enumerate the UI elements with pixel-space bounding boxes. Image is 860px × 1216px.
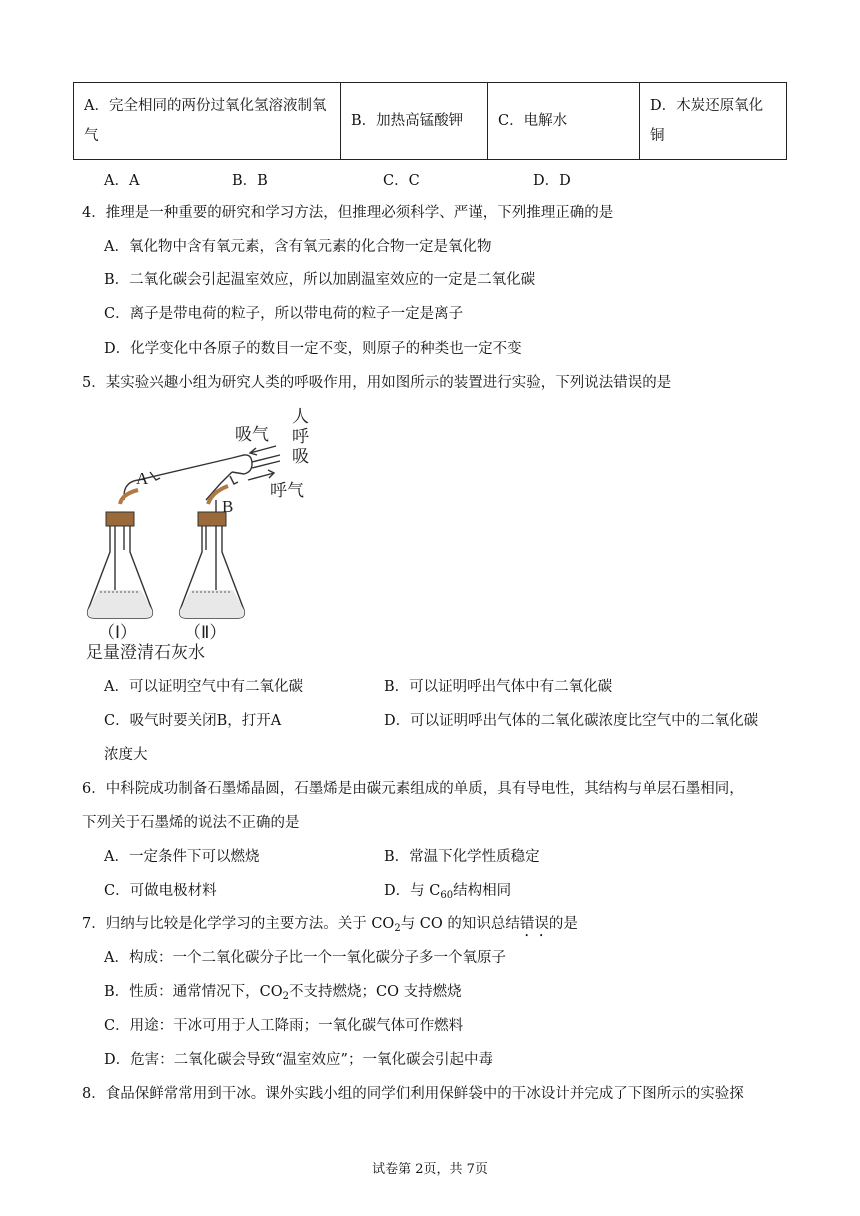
- q6-option-d-post: 结构相同: [453, 883, 512, 899]
- q5-option-b: B．可以证明呼出气体中有二氧化碳: [384, 679, 613, 695]
- q3-answer-c: C．C: [383, 173, 420, 189]
- q7-option-c: C．用途：干冰可用于人工降雨；一氧化碳气体可作燃料: [104, 1018, 464, 1034]
- q8-stem: 8．食品保鲜常常用到干冰。课外实践小组的同学们利用保鲜袋中的干冰设计并完成了下图所示的实验探: [82, 1086, 744, 1102]
- q6-option-d-pre: D．与 C: [384, 883, 441, 899]
- q7-option-a: A．构成：一个二氧化碳分子比一个一氧化碳分子多一个氧原子: [104, 950, 506, 966]
- q4-option-a: A．氧化物中含有氧元素，含有氧元素的化合物一定是氧化物: [104, 239, 492, 255]
- q6-option-a: A．一定条件下可以燃烧: [104, 849, 260, 865]
- flask-1-label: （Ⅰ）: [98, 623, 138, 642]
- q6-option-d: [384, 881, 511, 901]
- q3-answer-d: D．D: [533, 173, 571, 189]
- q7-option-b-pre: B．性质：通常情况下，CO: [104, 984, 283, 1000]
- q3-options-table: [73, 82, 787, 160]
- person-char-2: 呼: [292, 427, 309, 446]
- exhale-label: 呼气: [270, 481, 304, 500]
- q7-stem-post: 的是: [548, 916, 578, 932]
- q7-option-b: [104, 982, 462, 1002]
- inhale-label: 吸气: [235, 425, 269, 444]
- page-footer: 试卷第 2页，共 7页: [372, 1162, 488, 1177]
- q6-stem-line2: 下列关于石墨烯的说法不正确的是: [82, 815, 300, 831]
- flask-2-label: （Ⅱ）: [184, 623, 227, 642]
- table-cell-b: B．加热高锰酸钾: [341, 83, 488, 160]
- q7-stem: [82, 914, 578, 940]
- q7-stem-pre: 7．归纳与比较是化学学习的主要方法。关于 CO: [82, 916, 395, 932]
- q7-option-b-sub: 2: [282, 991, 290, 1002]
- q7-stem-emphasis: 错误: [519, 916, 549, 932]
- q3-answer-a: A．A: [104, 173, 140, 189]
- table-cell-a: A．完全相同的两份过氧化氢溶液制氧气: [74, 83, 341, 160]
- q5-option-d-continued: 浓度大: [104, 747, 148, 763]
- person-char-3: 吸: [292, 447, 309, 466]
- valve-a-label: A: [136, 469, 149, 488]
- q7-stem-mid: 与 CO 的知识总结: [400, 916, 520, 932]
- q5-stem: 5．某实验兴趣小组为研究人类的呼吸作用，用如图所示的装置进行实验，下列说法错误的是: [82, 375, 672, 391]
- q4-option-d: D．化学变化中各原子的数目一定不变，则原子的种类也一定不变: [104, 341, 522, 357]
- q7-stem-sub: 2: [394, 923, 401, 934]
- q4-option-c: C．离子是带电荷的粒子，所以带电荷的粒子一定是离子: [104, 306, 464, 322]
- q7-option-b-post: 不支持燃烧；CO 支持燃烧: [289, 984, 462, 1000]
- person-char-1: 人: [292, 407, 309, 426]
- q5-option-a: A．可以证明空气中有二氧化碳: [104, 679, 303, 695]
- q5-option-d: D．可以证明呼出气体的二氧化碳浓度比空气中的二氧化碳: [384, 713, 759, 729]
- breathing-apparatus-figure: [80, 400, 330, 662]
- table-cell-c: C．电解水: [488, 83, 640, 160]
- valve-b-label: B: [222, 497, 234, 516]
- q6-option-c: C．可做电极材料: [104, 883, 217, 899]
- table-cell-d: D．木炭还原氧化铜: [640, 83, 787, 160]
- q7-option-d: D．危害：二氧化碳会导致“温室效应”；一氧化碳会引起中毒: [104, 1052, 493, 1068]
- stopper-1: [106, 512, 134, 526]
- q4-stem: 4．推理是一种重要的研究和学习方法，但推理必须科学、严谨，下列推理正确的是: [82, 205, 614, 221]
- mouthpiece-tube: [252, 455, 280, 462]
- limewater-caption: 足量澄清石灰水: [86, 643, 205, 662]
- q6-option-d-sub: 60: [440, 890, 454, 901]
- q4-option-b: B．二氧化碳会引起温室效应，所以加剧温室效应的一定是二氧化碳: [104, 272, 536, 288]
- q5-option-c: C．吸气时要关闭B，打开A: [104, 713, 282, 729]
- q6-option-b: B．常温下化学性质稳定: [384, 849, 540, 865]
- q3-answer-b: B．B: [232, 173, 268, 189]
- q6-stem-line1: 6．中科院成功制备石墨烯晶圆，石墨烯是由碳元素组成的单质，具有导电性，其结构与单层石墨相同，: [82, 781, 744, 797]
